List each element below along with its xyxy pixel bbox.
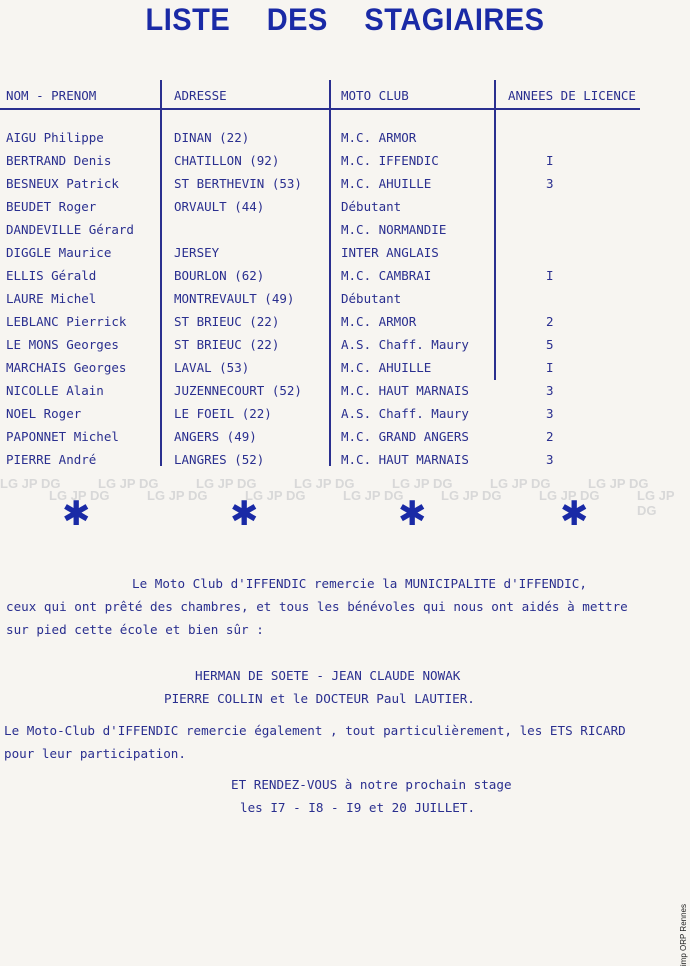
cell-years: 5 (546, 337, 554, 352)
table-row (0, 268, 640, 291)
watermark-logo: LG JP DG (147, 488, 208, 503)
thanks-line-3: sur pied cette école et bien sûr : (6, 622, 264, 637)
table-row (0, 130, 640, 153)
cell-address: LAVAL (53) (174, 360, 250, 375)
table-row (0, 314, 640, 337)
cell-name: AIGU Philippe (6, 130, 104, 145)
cell-name: DIGGLE Maurice (6, 245, 112, 260)
cell-club: M.C. AHUILLE (341, 360, 432, 375)
header-address: ADRESSE (174, 88, 227, 103)
cell-club: M.C. ARMOR (341, 130, 417, 145)
table-row (0, 406, 640, 429)
cell-name: BEUDET Roger (6, 199, 97, 214)
cell-club: A.S. Chaff. Maury (341, 337, 469, 352)
watermark-logo: LG JP DG (637, 488, 675, 518)
cell-address: LE FOEIL (22) (174, 406, 272, 421)
cell-address: ORVAULT (44) (174, 199, 265, 214)
cell-club: M.C. HAUT MARNAIS (341, 452, 469, 467)
cell-name: LAURE Michel (6, 291, 97, 306)
cell-years: I (546, 360, 554, 375)
table-row (0, 199, 640, 222)
cell-address: CHATILLON (92) (174, 153, 280, 168)
cell-club: M.C. AHUILLE (341, 176, 432, 191)
watermark-logo: LG JP DG (588, 476, 649, 491)
cell-club: M.C. IFFENDIC (341, 153, 439, 168)
cell-address: BOURLON (62) (174, 268, 265, 283)
cell-name: NOEL Roger (6, 406, 82, 421)
table-row (0, 153, 640, 176)
table-row (0, 383, 640, 406)
star-icon: ✱ (560, 494, 589, 534)
cell-name: MARCHAIS Georges (6, 360, 127, 375)
cell-name: ELLIS Gérald (6, 268, 97, 283)
cell-name: LE MONS Georges (6, 337, 119, 352)
cell-name: PIERRE André (6, 452, 97, 467)
cell-name: NICOLLE Alain (6, 383, 104, 398)
title-word-2: DES (266, 2, 328, 38)
table-row (0, 429, 640, 452)
cell-club: M.C. GRAND ANGERS (341, 429, 469, 444)
title-word-1: LISTE (145, 2, 231, 38)
star-icon: ✱ (398, 494, 427, 534)
table-row (0, 337, 640, 360)
watermark-logo: LG JP DG (343, 488, 404, 503)
watermark-logo: LG JP DG (294, 476, 355, 491)
header-name: NOM - PRENOM (6, 88, 97, 103)
cell-address: ST BRIEUC (22) (174, 337, 280, 352)
watermark-logo: LG JP DG (196, 476, 257, 491)
cell-club: M.C. HAUT MARNAIS (341, 383, 469, 398)
cell-club: A.S. Chaff. Maury (341, 406, 469, 421)
table-row (0, 360, 640, 383)
cell-address: MONTREVAULT (49) (174, 291, 295, 306)
cell-years: 3 (546, 383, 554, 398)
watermark-logo: LG JP DG (98, 476, 159, 491)
cell-years: 3 (546, 406, 554, 421)
cell-club: Débutant (341, 291, 402, 306)
cell-address: JUZENNECOURT (52) (174, 383, 302, 398)
cell-name: BESNEUX Patrick (6, 176, 119, 191)
thanks-line-2: ceux qui ont prêté des chambres, et tous les bénévoles qui nous ont aidés à mettre (6, 599, 628, 614)
header-club: MOTO CLUB (341, 88, 409, 103)
cell-club: M.C. ARMOR (341, 314, 417, 329)
table-row (0, 291, 640, 314)
watermark-logo: LG JP DG (441, 488, 502, 503)
cell-address: ST BRIEUC (22) (174, 314, 280, 329)
watermark-logo: LG JP DG (245, 488, 306, 503)
rendezvous-line-1: ET RENDEZ-VOUS à notre prochain stage (231, 777, 512, 792)
cell-club: Débutant (341, 199, 402, 214)
cell-years: I (546, 153, 554, 168)
thanks-line-1: Le Moto Club d'IFFENDIC remercie la MUNICIPALITE d'IFFENDIC, (132, 576, 587, 591)
watermark-logo: LG JP DG (392, 476, 453, 491)
table-row (0, 245, 640, 268)
star-icon: ✱ (62, 494, 91, 534)
header-rule (0, 108, 640, 110)
watermark-logo: LG JP DG (0, 476, 61, 491)
cell-address: ANGERS (49) (174, 429, 257, 444)
star-icon: ✱ (230, 494, 259, 534)
table-row (0, 222, 640, 245)
cell-name: LEBLANC Pierrick (6, 314, 127, 329)
rendezvous-line-2: les I7 - I8 - I9 et 20 JUILLET. (240, 800, 476, 815)
cell-years: 2 (546, 314, 554, 329)
printer-credit: imp ORP Rennes (679, 904, 688, 966)
cell-years: I (546, 268, 554, 283)
cell-address: LANGRES (52) (174, 452, 265, 467)
cell-club: INTER ANGLAIS (341, 245, 439, 260)
star-separator (0, 494, 690, 534)
cell-address: JERSEY (174, 245, 220, 260)
cell-years: 2 (546, 429, 554, 444)
cell-club: M.C. CAMBRAI (341, 268, 432, 283)
cell-name: BERTRAND Denis (6, 153, 112, 168)
cell-club: M.C. NORMANDIE (341, 222, 447, 237)
title-word-3: STAGIAIRES (364, 2, 545, 38)
cell-address: DINAN (22) (174, 130, 250, 145)
header-years: ANNEES DE LICENCE (508, 88, 636, 103)
watermark-logo: LG JP DG (490, 476, 551, 491)
thanks-names-2: PIERRE COLLIN et le DOCTEUR Paul LAUTIER. (164, 691, 475, 706)
cell-name: DANDEVILLE Gérard (6, 222, 134, 237)
table-row (0, 176, 640, 199)
cell-years: 3 (546, 452, 554, 467)
document-title (0, 2, 690, 38)
watermark-logo: LG JP DG (539, 488, 600, 503)
cell-years: 3 (546, 176, 554, 191)
cell-address: ST BERTHEVIN (53) (174, 176, 302, 191)
cell-name: PAPONNET Michel (6, 429, 119, 444)
ricard-line-1: Le Moto-Club d'IFFENDIC remercie également , tout particulièrement, les ETS RICARD (4, 723, 626, 738)
ricard-line-2: pour leur participation. (4, 746, 186, 761)
watermark-logo: LG JP DG (49, 488, 110, 503)
thanks-names-1: HERMAN DE SOETE - JEAN CLAUDE NOWAK (195, 668, 461, 683)
